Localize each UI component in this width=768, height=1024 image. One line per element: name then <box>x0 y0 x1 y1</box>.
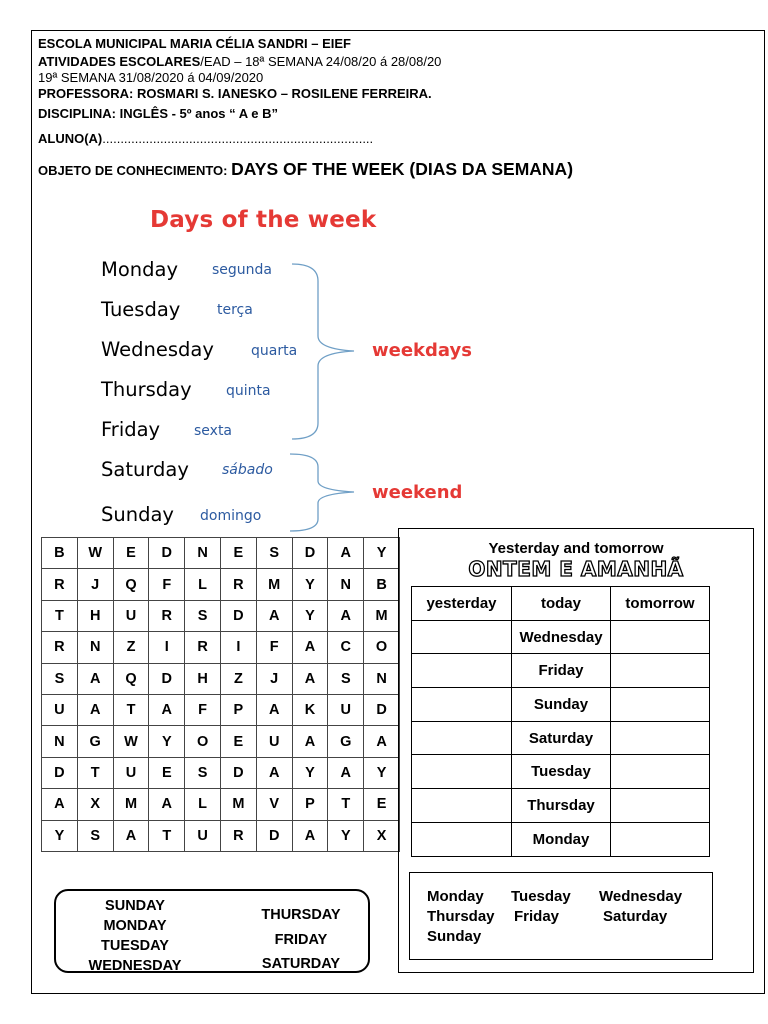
table-row <box>412 789 710 823</box>
yesterday-answer-cell[interactable] <box>412 755 512 789</box>
day-english: Monday <box>101 258 178 281</box>
word-search-cell[interactable]: A <box>328 538 364 569</box>
word-search-cell[interactable]: F <box>256 632 292 663</box>
word-search-row <box>42 820 400 851</box>
day-english: Saturday <box>101 458 189 481</box>
word-search-cell[interactable]: E <box>220 726 256 757</box>
word-bank-word: MONDAY <box>103 918 167 934</box>
word-search-cell[interactable]: U <box>328 694 364 725</box>
word-search-cell[interactable]: H <box>77 600 113 631</box>
word-search-cell[interactable]: N <box>185 538 221 569</box>
table-row <box>412 654 710 688</box>
word-bank-word: TUESDAY <box>101 938 169 954</box>
word-search-cell[interactable]: X <box>364 820 400 851</box>
word-search-cell[interactable]: A <box>77 663 113 694</box>
word-search-cell[interactable]: H <box>185 663 221 694</box>
word-search-cell[interactable]: A <box>42 789 78 820</box>
word-search-cell[interactable]: A <box>328 757 364 788</box>
tomorrow-answer-cell[interactable] <box>611 688 710 722</box>
tomorrow-answer-cell[interactable] <box>611 654 710 688</box>
word-bank <box>54 889 370 973</box>
word-search-cell[interactable]: S <box>185 757 221 788</box>
ontem-amanha-subtitle: ONTEM E AMANHÃ <box>468 557 684 581</box>
tomorrow-answer-cell[interactable] <box>611 822 710 856</box>
word-search-cell[interactable]: D <box>292 538 328 569</box>
word-search-cell[interactable]: V <box>256 789 292 820</box>
objective-label: OBJETO DE CONHECIMENTO: <box>38 163 232 178</box>
weekend-label: weekend <box>372 482 463 503</box>
word-search-cell[interactable]: C <box>328 632 364 663</box>
day-english: Friday <box>101 418 161 441</box>
word-search-cell[interactable]: K <box>292 694 328 725</box>
yesterday-tomorrow-title: Yesterday and tomorrow <box>488 540 664 557</box>
word-search-cell[interactable]: A <box>364 726 400 757</box>
week-19-line: 19ª SEMANA 31/08/2020 á 04/09/2020 <box>38 70 264 85</box>
word-search-cell[interactable]: M <box>113 789 149 820</box>
word-search-cell[interactable]: B <box>364 569 400 600</box>
today-cell: Sunday <box>512 688 611 722</box>
word-search-cell[interactable]: S <box>328 663 364 694</box>
table-row <box>412 755 710 789</box>
student-label: ALUNO(A) <box>38 131 103 146</box>
activities-dates: /EAD – 18ª SEMANA 24/08/20 á 28/08/20 <box>200 54 442 69</box>
word-search-cell[interactable]: N <box>77 632 113 663</box>
option-word: Saturday <box>603 908 668 925</box>
word-search-cell[interactable]: T <box>77 757 113 788</box>
yesterday-answer-cell[interactable] <box>412 721 512 755</box>
word-search-cell[interactable]: Y <box>292 757 328 788</box>
option-word: Monday <box>427 888 484 905</box>
word-search-cell[interactable]: A <box>292 663 328 694</box>
word-search-cell[interactable]: A <box>328 600 364 631</box>
student-name-blank[interactable]: ........................................................................... <box>102 131 374 146</box>
word-search-cell[interactable]: S <box>42 663 78 694</box>
word-bank-right <box>246 903 356 977</box>
word-search-cell[interactable]: W <box>77 538 113 569</box>
yesterday-answer-cell[interactable] <box>412 688 512 722</box>
word-search-cell[interactable]: A <box>256 757 292 788</box>
word-search-cell[interactable]: G <box>77 726 113 757</box>
word-bank-word: SATURDAY <box>261 956 341 972</box>
word-search-row <box>42 632 400 663</box>
word-search-cell[interactable]: T <box>149 820 185 851</box>
word-search-cell[interactable]: X <box>77 789 113 820</box>
word-search-cell[interactable]: A <box>256 600 292 631</box>
word-search-cell[interactable]: U <box>185 820 221 851</box>
day-portuguese: quarta <box>251 343 298 359</box>
word-search-cell[interactable]: Y <box>42 820 78 851</box>
word-search-cell[interactable]: P <box>292 789 328 820</box>
day-options-box <box>409 872 713 960</box>
word-search-cell[interactable]: M <box>220 789 256 820</box>
word-search-cell[interactable]: D <box>220 600 256 631</box>
word-search-row <box>42 538 400 569</box>
word-search-cell[interactable]: U <box>256 726 292 757</box>
worksheet-page <box>31 30 765 994</box>
word-search-row <box>42 569 400 600</box>
word-bank-word: THURSDAY <box>261 907 341 923</box>
word-search-row <box>42 600 400 631</box>
word-search-cell[interactable]: O <box>364 632 400 663</box>
word-search-cell[interactable]: R <box>42 569 78 600</box>
word-search-cell[interactable]: N <box>328 569 364 600</box>
word-search-cell[interactable]: Y <box>364 538 400 569</box>
word-search-cell[interactable]: T <box>328 789 364 820</box>
word-search-cell[interactable]: R <box>149 600 185 631</box>
today-cell: Wednesday <box>512 620 611 654</box>
word-search-cell[interactable]: T <box>113 694 149 725</box>
header-yesterday: yesterday <box>412 587 512 621</box>
word-bank-word: SUNDAY <box>105 898 165 914</box>
word-search-cell[interactable]: D <box>256 820 292 851</box>
word-search-cell[interactable]: U <box>42 694 78 725</box>
word-search-cell[interactable]: A <box>77 694 113 725</box>
today-cell: Tuesday <box>512 755 611 789</box>
weekdays-label: weekdays <box>372 340 472 361</box>
word-search-cell[interactable]: D <box>149 663 185 694</box>
table-row <box>412 721 710 755</box>
today-cell: Thursday <box>512 789 611 823</box>
word-bank-word: FRIDAY <box>274 931 328 948</box>
today-cell: Friday <box>512 654 611 688</box>
word-search-cell[interactable]: E <box>364 789 400 820</box>
option-word: Tuesday <box>511 888 571 905</box>
word-search-cell[interactable]: D <box>364 694 400 725</box>
word-search-cell[interactable]: Z <box>113 632 149 663</box>
word-search-cell[interactable]: Q <box>113 569 149 600</box>
day-english: Thursday <box>101 378 192 401</box>
tomorrow-answer-cell[interactable] <box>611 721 710 755</box>
word-search-cell[interactable]: N <box>364 663 400 694</box>
tomorrow-answer-cell[interactable] <box>611 620 710 654</box>
word-search-cell[interactable]: U <box>113 600 149 631</box>
word-search-cell[interactable]: E <box>149 757 185 788</box>
today-cell: Saturday <box>512 721 611 755</box>
day-english: Sunday <box>101 503 174 526</box>
word-search-row <box>42 789 400 820</box>
word-search-cell[interactable]: Q <box>113 663 149 694</box>
tomorrow-answer-cell[interactable] <box>611 755 710 789</box>
activities-label: ATIVIDADES ESCOLARES <box>38 54 201 69</box>
word-bank-left <box>74 896 196 976</box>
word-search-cell[interactable]: Z <box>220 663 256 694</box>
day-english: Wednesday <box>101 338 214 361</box>
word-search-cell[interactable]: A <box>113 820 149 851</box>
day-portuguese: segunda <box>212 262 273 278</box>
word-search-cell[interactable]: M <box>256 569 292 600</box>
word-search-cell[interactable]: R <box>42 632 78 663</box>
word-search-cell[interactable]: J <box>256 663 292 694</box>
word-search-cell[interactable]: Y <box>328 820 364 851</box>
word-search-cell[interactable]: R <box>220 569 256 600</box>
word-search-cell[interactable]: W <box>113 726 149 757</box>
word-search-cell[interactable]: R <box>220 820 256 851</box>
word-search-cell[interactable]: A <box>149 694 185 725</box>
day-portuguese: quinta <box>226 383 271 399</box>
word-search-cell[interactable]: F <box>149 569 185 600</box>
option-word: Friday <box>514 908 560 925</box>
header-tomorrow: tomorrow <box>611 587 710 621</box>
word-search-cell[interactable]: S <box>185 600 221 631</box>
word-search-cell[interactable]: I <box>220 632 256 663</box>
today-cell: Monday <box>512 822 611 856</box>
word-search-cell[interactable]: E <box>113 538 149 569</box>
word-search-row <box>42 663 400 694</box>
word-search-cell[interactable]: J <box>77 569 113 600</box>
option-word: Thursday <box>427 908 495 925</box>
word-search-grid <box>41 537 400 852</box>
days-of-week-title: Days of the week <box>150 207 377 233</box>
word-search-row <box>42 694 400 725</box>
word-search-cell[interactable]: B <box>42 538 78 569</box>
word-search-cell[interactable]: I <box>149 632 185 663</box>
word-search-row <box>42 726 400 757</box>
word-search-cell[interactable]: D <box>42 757 78 788</box>
word-search-cell[interactable]: D <box>220 757 256 788</box>
yesterday-answer-cell[interactable] <box>412 822 512 856</box>
tomorrow-answer-cell[interactable] <box>611 789 710 823</box>
word-search-cell[interactable]: L <box>185 789 221 820</box>
word-search-cell[interactable]: Y <box>364 757 400 788</box>
header-today: today <box>512 587 611 621</box>
table-header-row <box>412 587 710 621</box>
day-english: Tuesday <box>101 298 181 321</box>
teacher-line: PROFESSORA: ROSMARI S. IANESKO – ROSILENE FERREIRA. <box>38 86 432 101</box>
word-search-cell[interactable]: A <box>292 632 328 663</box>
table-row <box>412 688 710 722</box>
word-search-cell[interactable]: A <box>292 726 328 757</box>
day-portuguese: sexta <box>194 423 233 439</box>
discipline-line: DISCIPLINA: INGLÊS - 5º anos “ A e B” <box>38 106 278 121</box>
day-portuguese: sábado <box>222 462 273 478</box>
grouping-braces <box>32 31 392 551</box>
table-row <box>412 822 710 856</box>
day-portuguese: terça <box>217 302 253 318</box>
word-search-cell[interactable]: G <box>328 726 364 757</box>
word-search-cell[interactable]: U <box>113 757 149 788</box>
yesterday-answer-cell[interactable] <box>412 789 512 823</box>
word-search-cell[interactable]: A <box>256 694 292 725</box>
word-search-cell[interactable]: R <box>185 632 221 663</box>
word-search-cell[interactable]: F <box>185 694 221 725</box>
word-search-cell[interactable]: D <box>149 538 185 569</box>
yesterday-tomorrow-table <box>411 586 710 857</box>
word-search-cell[interactable]: O <box>185 726 221 757</box>
word-search-cell[interactable]: A <box>149 789 185 820</box>
word-search-row <box>42 757 400 788</box>
school-name: ESCOLA MUNICIPAL MARIA CÉLIA SANDRI – EIEF <box>38 36 351 51</box>
word-search-cell[interactable]: Y <box>292 600 328 631</box>
yesterday-answer-cell[interactable] <box>412 654 512 688</box>
word-search-cell[interactable]: Y <box>292 569 328 600</box>
word-search-cell[interactable]: S <box>77 820 113 851</box>
word-search-cell[interactable]: T <box>42 600 78 631</box>
table-row <box>412 620 710 654</box>
day-portuguese: domingo <box>200 508 262 524</box>
word-search-cell[interactable]: E <box>220 538 256 569</box>
word-search-cell[interactable]: L <box>185 569 221 600</box>
word-search-cell[interactable]: A <box>292 820 328 851</box>
word-search-cell[interactable]: P <box>220 694 256 725</box>
word-search-cell[interactable]: Y <box>149 726 185 757</box>
word-search-cell[interactable]: S <box>256 538 292 569</box>
yesterday-answer-cell[interactable] <box>412 620 512 654</box>
word-search-cell[interactable]: M <box>364 600 400 631</box>
objective-title: DAYS OF THE WEEK (DIAS DA SEMANA) <box>231 159 574 179</box>
word-search-cell[interactable]: N <box>42 726 78 757</box>
word-bank-word: WEDNESDAY <box>88 958 182 974</box>
option-word: Sunday <box>427 928 482 945</box>
option-word: Wednesday <box>599 888 683 905</box>
